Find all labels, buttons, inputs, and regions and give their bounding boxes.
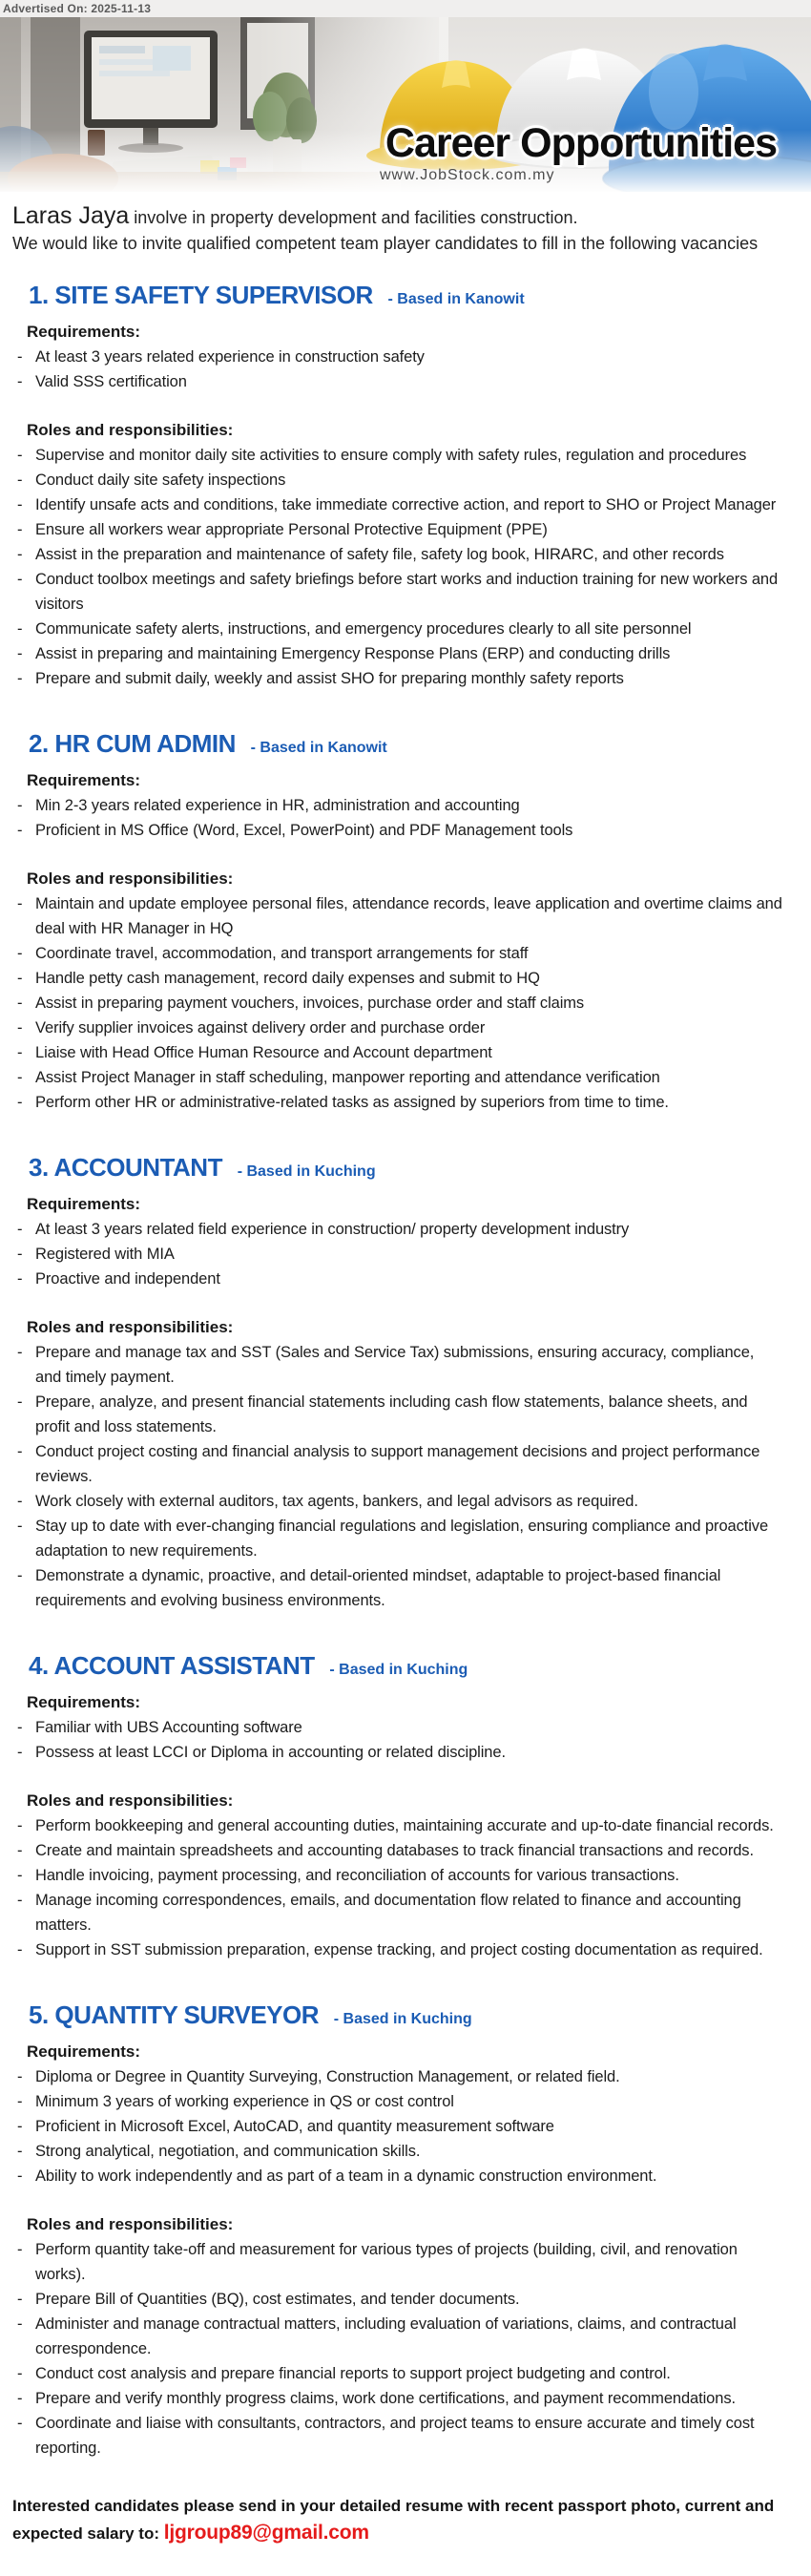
bullet-text: Min 2-3 years related experience in HR, administration and accounting (35, 797, 520, 814)
bullet-text: Identify unsafe acts and conditions, take immediate corrective action, and report to SHO or Project Manager (35, 496, 777, 513)
bullet-dash: - (17, 546, 23, 563)
bullet-text: Prepare and verify monthly progress claims, work done certifications, and payment recommendations. (35, 2390, 736, 2407)
role-item (17, 2287, 782, 2312)
bullet-text: At least 3 years related experience in construction safety (35, 348, 425, 366)
bullet-text: Strong analytical, negotiation, and communication skills. (35, 2143, 421, 2160)
job-title: QUANTITY SURVEYOR (54, 2000, 320, 2029)
job-listing (17, 2000, 782, 2461)
bullet-text: Valid SSS certification (35, 373, 187, 390)
job-title: HR CUM ADMIN (54, 729, 236, 758)
requirements-list (17, 793, 782, 843)
role-item (17, 1090, 782, 1115)
roles-label: Roles and responsibilities: (27, 1318, 234, 1336)
bullet-dash: - (17, 2168, 23, 2185)
bullet-text: Administer and manage contractual matters, including evaluation of variations, claims, and contractual correspondence. (35, 2315, 737, 2357)
role-item (17, 891, 782, 941)
job-location: - Based in Kuching (333, 2011, 472, 2027)
bullet-text: Prepare Bill of Quantities (BQ), cost estimates, and tender documents. (35, 2291, 520, 2308)
bullet-text: Conduct daily site safety inspections (35, 471, 286, 489)
bullet-dash: - (17, 1069, 23, 1086)
bullet-dash: - (17, 1817, 23, 1834)
bullet-dash: - (17, 447, 23, 464)
bullet-text: Coordinate travel, accommodation, and transport arrangements for staff (35, 945, 529, 962)
bullet-text: Work closely with external auditors, tax agents, bankers, and legal advisors as required. (35, 1493, 638, 1510)
roles-list (17, 891, 782, 1115)
bullet-text: Manage incoming correspondences, emails, and documentation flow related to finance and accounting matters. (35, 1892, 741, 1934)
role-item (17, 1016, 782, 1040)
role-item (17, 492, 782, 517)
bullet-text: Perform quantity take-off and measurement for various types of projects (building, civil, and renovation works). (35, 2241, 738, 2283)
bullet-dash: - (17, 471, 23, 489)
role-item (17, 941, 782, 966)
bullet-dash: - (17, 1044, 23, 1061)
bullet-dash: - (17, 1094, 23, 1111)
role-item (17, 1937, 782, 1962)
job-number: 3. (29, 1153, 49, 1182)
job-heading (29, 281, 782, 314)
job-title: ACCOUNT ASSISTANT (53, 1651, 315, 1680)
bullet-dash: - (17, 1443, 23, 1460)
requirement-item (17, 1740, 782, 1765)
role-item (17, 1040, 782, 1065)
bullet-dash: - (17, 970, 23, 987)
job-title: ACCOUNTANT (53, 1153, 222, 1182)
bullet-text: Conduct cost analysis and prepare financial reports to support project budgeting and control. (35, 2365, 671, 2382)
bullet-text: Ensure all workers wear appropriate Personal Protective Equipment (PPE) (35, 521, 548, 538)
bullet-dash: - (17, 1744, 23, 1761)
role-item (17, 2361, 782, 2386)
company-name: Laras Jaya (12, 202, 130, 229)
job-listing (17, 1153, 782, 1613)
bullet-dash: - (17, 2093, 23, 2110)
roles-label: Roles and responsibilities: (27, 421, 234, 439)
requirements-label: Requirements: (27, 323, 141, 341)
advertised-date: Advertised On: 2025-11-13 (0, 0, 811, 17)
requirement-item (17, 369, 782, 394)
role-item (17, 1514, 782, 1563)
roles-label: Roles and responsibilities: (27, 1791, 234, 1810)
requirement-item (17, 793, 782, 818)
bullet-dash: - (17, 373, 23, 390)
bullet-text: Assist in the preparation and maintenance of safety file, safety log book, HIRARC, and other records (35, 546, 724, 563)
bullet-dash: - (17, 521, 23, 538)
role-item (17, 468, 782, 492)
bullet-dash: - (17, 2390, 23, 2407)
bullet-text: Handle petty cash management, record daily expenses and submit to HQ (35, 970, 540, 987)
role-item (17, 1390, 782, 1439)
requirement-item (17, 1217, 782, 1242)
bullet-dash: - (17, 496, 23, 513)
bullet-dash: - (17, 571, 23, 588)
jobstock-url: www.JobStock.com.my (380, 167, 555, 183)
roles-label: Roles and responsibilities: (27, 869, 234, 888)
role-item (17, 2411, 782, 2461)
job-heading (29, 1153, 782, 1186)
bullet-text: Conduct toolbox meetings and safety briefings before start works and induction training for new workers and visitors (35, 571, 779, 613)
requirement-item (17, 1715, 782, 1740)
bullet-dash: - (17, 1518, 23, 1535)
footer-text: Interested candidates please send in your detailed resume with recent passport photo, current and expected salary to: (12, 2497, 775, 2543)
roles-list (17, 1340, 782, 1613)
bullet-dash: - (17, 1221, 23, 1238)
bullet-text: Coordinate and liaise with consultants, contractors, and project teams to ensure accurate and timely cost reporting. (35, 2415, 755, 2457)
requirement-item (17, 2139, 782, 2164)
job-listing (17, 281, 782, 691)
job-location: - Based in Kuching (329, 1662, 468, 1678)
bullet-dash: - (17, 2365, 23, 2382)
job-listing (17, 729, 782, 1115)
job-location: - Based in Kanowit (250, 740, 387, 756)
bullet-text: Minimum 3 years of working experience in QS or cost control (35, 2093, 454, 2110)
bullet-dash: - (17, 2143, 23, 2160)
bullet-dash: - (17, 2241, 23, 2258)
role-item (17, 443, 782, 468)
requirements-list (17, 1715, 782, 1765)
requirement-item (17, 345, 782, 369)
roles-list (17, 1813, 782, 1962)
bullet-dash: - (17, 1892, 23, 1909)
role-item (17, 1888, 782, 1937)
bullet-text: Verify supplier invoices against delivery order and purchase order (35, 1019, 486, 1037)
company-description: involve in property development and facilities construction. (129, 208, 578, 227)
role-item (17, 542, 782, 567)
bullet-text: Prepare and manage tax and SST (Sales and Service Tax) submissions, ensuring accuracy, compliance, and timely payment. (35, 1344, 755, 1386)
bullet-dash: - (17, 2068, 23, 2085)
roles-list (17, 443, 782, 691)
bullet-dash: - (17, 1019, 23, 1037)
bullet-dash: - (17, 1842, 23, 1859)
requirement-item (17, 2089, 782, 2114)
role-item (17, 666, 782, 691)
requirements-label: Requirements: (27, 1195, 141, 1213)
application-email-link[interactable]: ljgroup89@gmail.com (163, 2522, 369, 2544)
bullet-dash: - (17, 797, 23, 814)
role-item (17, 567, 782, 617)
role-item (17, 1439, 782, 1489)
role-item (17, 641, 782, 666)
intro-line-1 (12, 203, 782, 230)
company-intro (12, 203, 782, 256)
bullet-text: Familiar with UBS Accounting software (35, 1719, 302, 1736)
requirements-label: Requirements: (27, 2042, 141, 2061)
bullet-dash: - (17, 2315, 23, 2333)
role-item (17, 517, 782, 542)
bullet-text: Perform bookkeeping and general accounting duties, maintaining accurate and up-to-date financial records. (35, 1817, 774, 1834)
role-item (17, 1838, 782, 1863)
role-item (17, 991, 782, 1016)
requirement-item (17, 2114, 782, 2139)
job-location: - Based in Kuching (237, 1163, 376, 1180)
roles-list (17, 2237, 782, 2461)
bullet-text: Proficient in MS Office (Word, Excel, PowerPoint) and PDF Management tools (35, 822, 573, 839)
bullet-dash: - (17, 1493, 23, 1510)
requirement-item (17, 818, 782, 843)
bullet-dash: - (17, 670, 23, 687)
role-item (17, 1813, 782, 1838)
bullet-dash: - (17, 2415, 23, 2432)
role-item (17, 1065, 782, 1090)
bullet-dash: - (17, 2118, 23, 2135)
job-location: - Based in Kanowit (387, 291, 525, 307)
bullet-text: Proficient in Microsoft Excel, AutoCAD, and quantity measurement software (35, 2118, 554, 2135)
bullet-text: Demonstrate a dynamic, proactive, and detail-oriented mindset, adaptable to project-based financial requirements and evolving business environments. (35, 1567, 721, 1609)
bullet-text: Prepare and submit daily, weekly and assist SHO for preparing monthly safety reports (35, 670, 624, 687)
bullet-dash: - (17, 822, 23, 839)
requirements-list (17, 2064, 782, 2189)
bullet-text: Handle invoicing, payment processing, and reconciliation of accounts for various transactions. (35, 1867, 679, 1884)
job-listing (17, 1651, 782, 1962)
bullet-dash: - (17, 348, 23, 366)
bullet-text: Maintain and update employee personal files, attendance records, leave application and overtime claims and deal with HR Manager in HQ (35, 895, 782, 937)
role-item (17, 2386, 782, 2411)
bullet-dash: - (17, 1246, 23, 1263)
job-number: 2. (29, 729, 49, 758)
bullet-text: Possess at least LCCI or Diploma in accounting or related discipline. (35, 1744, 506, 1761)
role-item (17, 617, 782, 641)
job-heading (29, 729, 782, 763)
bullet-text: Prepare, analyze, and present financial statements including cash flow statements, balance sheets, and profit and loss statements. (35, 1393, 748, 1435)
bullet-dash: - (17, 1270, 23, 1288)
bullet-dash: - (17, 995, 23, 1012)
job-number: 1. (29, 281, 49, 309)
bullet-text: Perform other HR or administrative-related tasks as assigned by superiors from time to time. (35, 1094, 669, 1111)
bullet-dash: - (17, 1941, 23, 1958)
bullet-text: Support in SST submission preparation, expense tracking, and project costing documentation as required. (35, 1941, 763, 1958)
bullet-dash: - (17, 1393, 23, 1411)
roles-label: Roles and responsibilities: (27, 2215, 234, 2233)
bullet-text: At least 3 years related field experience in construction/ property development industry (35, 1221, 630, 1238)
role-item (17, 2237, 782, 2287)
role-item (17, 1563, 782, 1613)
bullet-text: Assist in preparing payment vouchers, invoices, purchase order and staff claims (35, 995, 585, 1012)
bullet-dash: - (17, 1567, 23, 1584)
requirement-item (17, 1267, 782, 1291)
bullet-dash: - (17, 1867, 23, 1884)
bullet-text: Conduct project costing and financial analysis to support management decisions and project performance reviews. (35, 1443, 760, 1485)
role-item (17, 2312, 782, 2361)
requirements-list (17, 345, 782, 394)
requirements-list (17, 1217, 782, 1291)
career-opportunities-title: Career Opportunities (385, 120, 777, 166)
requirements-label: Requirements: (27, 1693, 141, 1711)
job-number: 5. (29, 2000, 49, 2029)
bullet-dash: - (17, 620, 23, 638)
bullet-text: Liaise with Head Office Human Resource and Account department (35, 1044, 492, 1061)
role-item (17, 966, 782, 991)
job-heading (29, 1651, 782, 1685)
bullet-dash: - (17, 945, 23, 962)
bullet-text: Create and maintain spreadsheets and accounting databases to track financial transactions and records. (35, 1842, 754, 1859)
intro-line-2: We would like to invite qualified competent team player candidates to fill in the following vacancies (12, 234, 759, 253)
role-item (17, 1489, 782, 1514)
bullet-dash: - (17, 895, 23, 912)
job-number: 4. (29, 1651, 49, 1680)
bullet-dash: - (17, 645, 23, 662)
bullet-text: Stay up to date with ever-changing financial regulations and legislation, ensuring compliance and proactive adaptation to new requirements. (35, 1518, 769, 1560)
bullet-text: Proactive and independent (35, 1270, 220, 1288)
bullet-text: Assist in preparing and maintaining Emergency Response Plans (ERP) and conducting drills (35, 645, 671, 662)
bullet-text: Supervise and monitor daily site activities to ensure comply with safety rules, regulation and procedures (35, 447, 747, 464)
role-item (17, 1340, 782, 1390)
requirement-item (17, 2064, 782, 2089)
requirement-item (17, 1242, 782, 1267)
bullet-dash: - (17, 1344, 23, 1361)
bullet-text: Registered with MIA (35, 1246, 175, 1263)
bullet-text: Ability to work independently and as part of a team in a dynamic construction environment. (35, 2168, 657, 2185)
bullet-text: Communicate safety alerts, instructions, and emergency procedures clearly to all site personnel (35, 620, 692, 638)
requirements-label: Requirements: (27, 771, 141, 789)
bullet-dash: - (17, 2291, 23, 2308)
job-title: SITE SAFETY SUPERVISOR (54, 281, 373, 309)
requirement-item (17, 2164, 782, 2189)
ad-content (0, 203, 811, 2547)
role-item (17, 1863, 782, 1888)
bullet-dash: - (17, 1719, 23, 1736)
application-instructions (12, 2493, 782, 2547)
banner (0, 17, 811, 192)
bullet-text: Diploma or Degree in Quantity Surveying, Construction Management, or related field. (35, 2068, 620, 2085)
job-heading (29, 2000, 782, 2034)
job-listings (17, 281, 782, 2461)
bullet-text: Assist Project Manager in staff scheduling, manpower reporting and attendance verification (35, 1069, 660, 1086)
